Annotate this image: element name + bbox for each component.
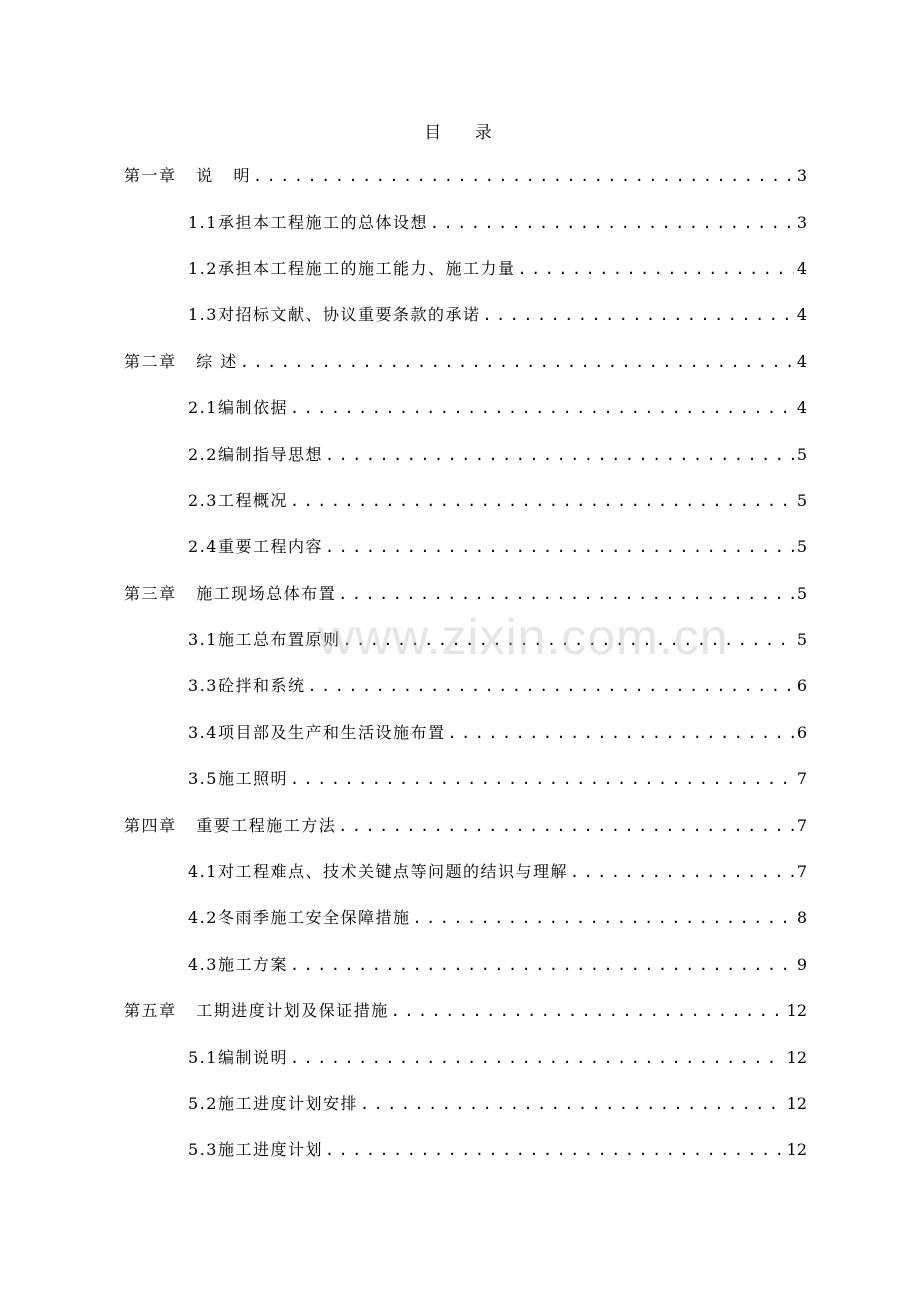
toc-entry-text: 2.2编制指导思想 [188, 444, 323, 464]
toc-entry-section-3-4[interactable] [0, 710, 920, 756]
toc-entry-text: 1.3对招标文献、协议重要条款的承诺 [188, 305, 481, 325]
toc-entry-text: 5.2施工进度计划安排 [188, 1094, 358, 1113]
toc-entry-page: 7 [796, 769, 807, 789]
toc-entry-text: 第四章 重要工程施工方法 [124, 815, 337, 835]
toc-entry-page: 8 [796, 908, 807, 928]
toc-entry-page: 4 [796, 398, 807, 418]
toc-entry-chapter-4[interactable] [0, 802, 920, 848]
toc-entry-section-4-3[interactable] [0, 942, 920, 988]
toc-entry-page: 7 [796, 815, 807, 835]
toc-entry-chapter-3[interactable] [0, 571, 920, 617]
toc-title: 目 录 [424, 123, 506, 143]
dot-leader [338, 584, 794, 604]
dot-leader [290, 1048, 784, 1068]
toc-entry-page: 5 [796, 444, 807, 464]
toc-entry-text: 2.3工程概况 [188, 490, 288, 510]
dot-leader [290, 398, 794, 418]
toc-entry-section-5-1[interactable] [0, 1034, 920, 1080]
dot-leader [290, 955, 794, 975]
toc-entry-section-1-2[interactable] [0, 246, 920, 292]
toc-entry-chapter-5[interactable] [0, 988, 920, 1034]
toc-entry-page: 5 [796, 583, 807, 603]
toc-entry-chapter-1[interactable] [0, 153, 920, 199]
dot-leader [338, 816, 794, 836]
dot-leader [447, 723, 793, 743]
dot-leader [325, 1140, 784, 1160]
dot-leader [290, 491, 794, 511]
toc-entry-text: 2.4重要工程内容 [188, 537, 323, 557]
dot-leader [307, 676, 793, 696]
toc-entry-section-5-3[interactable] [0, 1127, 920, 1173]
dot-leader [570, 862, 794, 882]
toc-entry-page: 4 [796, 258, 807, 278]
toc-entry-section-2-4[interactable] [0, 524, 920, 570]
toc-entry-text: 第五章 工期进度计划及保证措施 [124, 1001, 389, 1021]
toc-entry-page: 3 [796, 212, 807, 232]
toc-entry-text: 3.5施工照明 [188, 769, 288, 789]
toc-entry-chapter-2[interactable] [0, 339, 920, 385]
watermark: www.zixin.com.cn [318, 609, 729, 665]
toc-entry-page: 6 [796, 722, 807, 742]
toc-entry-text: 4.2冬雨季施工安全保障措施 [188, 908, 411, 928]
toc-entry-page: 9 [796, 954, 807, 974]
toc-entry-text: 4.1对工程难点、技术关键点等问题的结识与理解 [188, 862, 568, 882]
toc-entry-section-4-2[interactable] [0, 895, 920, 941]
toc-entry-page: 5 [796, 490, 807, 510]
dot-leader [517, 259, 793, 279]
toc-entry-section-2-2[interactable] [0, 431, 920, 477]
toc-entry-section-3-5[interactable] [0, 756, 920, 802]
dot-leader [240, 352, 794, 372]
toc-entry-text: 1.2承担本工程施工的施工能力、施工力量 [188, 258, 516, 278]
toc-entry-text: 3.4项目部及生产和生活设施布置 [188, 722, 446, 742]
dot-leader [325, 445, 794, 465]
toc-entry-text: 2.1编制依据 [188, 398, 288, 418]
toc-entry-text: 第二章 综 述 [124, 351, 238, 371]
toc-entry-section-4-1[interactable] [0, 849, 920, 895]
toc-entry-page: 5 [796, 630, 807, 650]
toc-entry-text: 4.3施工方案 [188, 954, 288, 974]
toc-entry-section-2-3[interactable] [0, 478, 920, 524]
toc-entry-section-3-3[interactable] [0, 663, 920, 709]
toc-list [0, 153, 920, 1174]
toc-entry-text: 3.3砼拌和系统 [188, 676, 306, 696]
dot-leader [253, 166, 794, 186]
toc-entry-page: 12 [786, 1047, 807, 1067]
toc-entry-text: 第一章 说 明 [124, 166, 252, 186]
dot-leader [342, 630, 793, 650]
toc-entry-page: 4 [796, 351, 807, 371]
toc-entry-page: 12 [786, 1140, 807, 1160]
toc-entry-section-1-3[interactable] [0, 292, 920, 338]
dot-leader [360, 1094, 784, 1114]
toc-entry-text: 1.1承担本工程施工的总体设想 [188, 212, 428, 232]
toc-entry-page: 5 [796, 537, 807, 557]
toc-entry-section-1-1[interactable] [0, 199, 920, 245]
toc-entry-page: 3 [796, 166, 807, 186]
toc-entry-page: 4 [796, 305, 807, 325]
toc-entry-page: 6 [796, 676, 807, 696]
dot-leader [430, 213, 794, 233]
dot-leader [412, 908, 793, 928]
toc-entry-section-5-2[interactable] [0, 1081, 920, 1127]
toc-entry-text: 5.3施工进度计划 [188, 1140, 323, 1160]
toc-entry-text: 3.1施工总布置原则 [188, 630, 341, 650]
dot-leader [391, 1001, 784, 1021]
dot-leader [482, 305, 793, 325]
dot-leader [325, 537, 794, 557]
toc-entry-section-3-1[interactable] [0, 617, 920, 663]
toc-entry-text: 5.1编制说明 [188, 1047, 288, 1067]
toc-entry-section-2-1[interactable] [0, 385, 920, 431]
dot-leader [290, 769, 794, 789]
toc-entry-text: 第三章 施工现场总体布置 [124, 583, 337, 603]
toc-entry-page: 12 [786, 1001, 807, 1021]
toc-entry-page: 7 [796, 862, 807, 882]
toc-entry-page: 12 [786, 1094, 807, 1113]
